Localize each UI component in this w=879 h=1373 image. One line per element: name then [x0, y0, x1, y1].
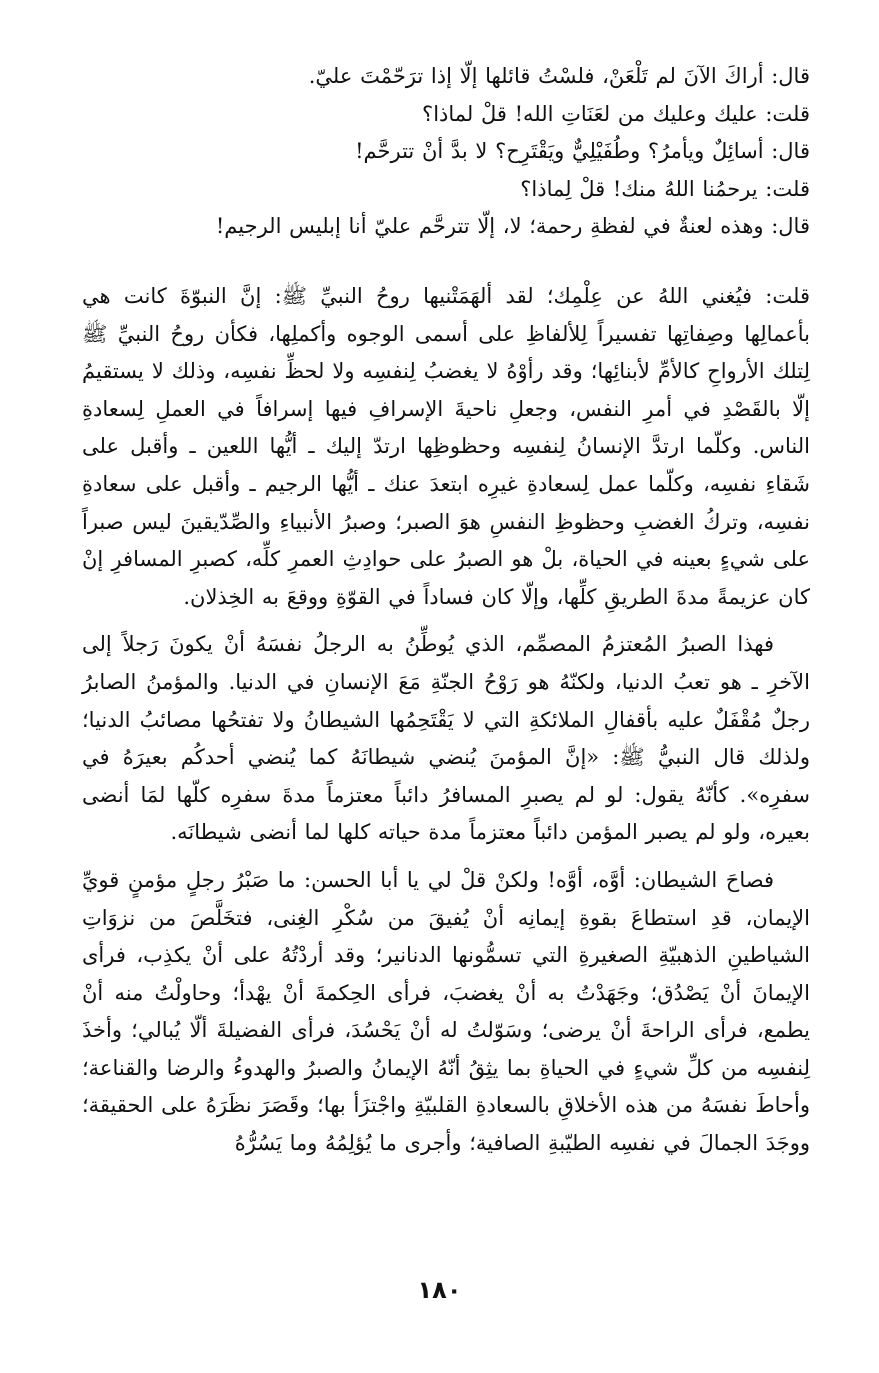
dialogue-line: قال: أراكَ الآنَ لم تَلْعَنْ، فلسْتُ قائلها إلّا إذا ترَحّمْتَ عليّ.: [308, 64, 810, 88]
dialogue-line: قلت: عليك وعليك من لعَنَاتِ الله! قلْ لماذا؟: [422, 101, 810, 126]
body-text: [82, 278, 810, 1163]
dialogue-line: قلت: يرحمُنا اللهُ منك! قلْ لِماذا؟: [520, 176, 810, 201]
dialogue-line: قال: وهذه لعنةٌ في لفظةِ رحمة؛ لا، إلّا تترحَّم عليّ أنا إبليس الرجيم!: [215, 214, 810, 239]
paragraph: فهذا الصبرُ المُعتزمُ المصمِّم، الذي يُوطِّنُ به الرجلُ نفسَهُ أنْ يكونَ رَجلاً إلى الآخرِ ـ هو تعبُ الدنيا، ولكنّهُ هو رَوْحُ الجنّةِ مَعَ الإنسانِ في الدنيا. والمؤمنُ الصابرُ رجلٌ مُقْفَلٌ عليه بأقفالِ الملائكةِ التي لا يَقْتَحِمُها الشيطانُ ولا تفتحُها مصائبُ الدنيا؛ ولذلك قال النبيُّ ﷺ: «إنَّ المؤمنَ يُنضي شيطانَهُ كما يُنضي أحدكُم بعيرَهُ في سفرِه». كأنّهُ يقول: لو لم يصبرِ المسافرُ دائباً معتزماً مدةَ سفرِه كلّها لمَا أنضى بعيره، ولو لم يصبر المؤمن دائباً معتزماً مدة حياته كلها لما أنضى شيطانَه.: [82, 632, 810, 845]
dialogue-line: قال: أسائِلٌ ويأمرُ؟ وطُفَيْلِيٌّ ويَقْتَرِح؟ لا بدَّ أنْ تترحَّم!: [355, 139, 810, 164]
paragraph: قلت: فيُغني اللهُ عن عِلْمِك؛ لقد ألهَمَتْنيها روحُ النبيِّ ﷺ: إنَّ النبوّةَ كانت هي بأعمالِها وصِفاتِها تفسيراً لِلألفاظِ على أسمى الوجوه وأكملِها، فكأن روحُ النبيِّ ﷺ لِتلك الأرواحِ كالأمِّ لأبنائِها؛ وقد رأوْهُ لا يغضبُ لِنفسِه ولا لحظِّ نفسِه، وذلك لا يستقيمُ إلّا بالقَصْدِ في أمرِ النفس، وجعلِ ناحيةَ الإسرافِ فيها إسرافاً في العملِ لِسعادةِ الناس. وكلّما ارتدَّ الإنسانُ لِنفسِه وحظوظِها ارتدّ إليك ـ أيُّها اللعين ـ وأقبل على شَقاءِ نفسِه، وكلّما عمل لِسعادةِ غيرِه ابتعدَ عنك ـ أيُّها الرجيم ـ وأقبل على سعادةِ نفسِه، وتركُ الغضبِ وحظوظِ النفسِ هوَ الصبر؛ وصبرُ الأنبياءِ والصِّدّيقينَ ليس صبراً على شيءٍ بعينه في الحياة، بلْ هو الصبرُ على حوادِثِ العمرِ كلِّه، كصبرِ المسافرِ إنْ كان عزيمةً مدةَ الطريقِ كلِّها، وإلّا كان فساداً في القوّةِ ووقعَ به الخِذلان.: [82, 284, 810, 609]
paragraph-gap: [82, 852, 810, 862]
dialogue-section: [82, 58, 810, 246]
page-number: ١٨٠: [417, 1276, 462, 1304]
paragraph-gap: [82, 616, 810, 626]
paragraph: فصاحَ الشيطان: أوَّه، أوَّه! ولكنْ قلْ لي يا أبا الحسن: ما صَبْرُ رجلٍ مؤمنٍ قويِّ الإيمان، قدِ استطاعَ بقوةِ إيمانِه أنْ يُفيقَ من سُكْرِ الغِنى، فتخَلَّصَ من نزوَاتِ الشياطينِ الذهبيّةِ الصغيرةِ التي تسمُّونها الدنانير؛ وقد أردْتُهُ على أنْ يكذِب، فرأى الإيمانَ أنْ يَصْدُق؛ وجَهَدْتُ به أنْ يغضبَ، فرأى الحِكمةَ أنْ يهْدأ؛ وحاولْتُ منه أنْ يطمع، فرأى الراحةَ أنْ يرضى؛ وسَوّلتُ له أنْ يَحْسُدَ، فرأى الفضيلةَ ألّا يُبالي؛ وأخذَ لِنفسِه من كلِّ شيءٍ في الحياةِ بما يثِقُ أنّهُ الإيمانُ والصبرُ والهدوءُ والرضا والقناعة؛ وأحاطَ نفسَهُ من هذه الأخلاقِ بالسعادةِ القلبيّةِ واجْتزَأ بها؛ وقَصَرَ نظَرَهُ على الحقيقة؛ ووجَدَ الجمالَ في نفسِه الطيّبةِ الصافية؛ وأجرى ما يُؤلِمُهُ وما يَسُرُّهُ: [82, 867, 810, 1156]
